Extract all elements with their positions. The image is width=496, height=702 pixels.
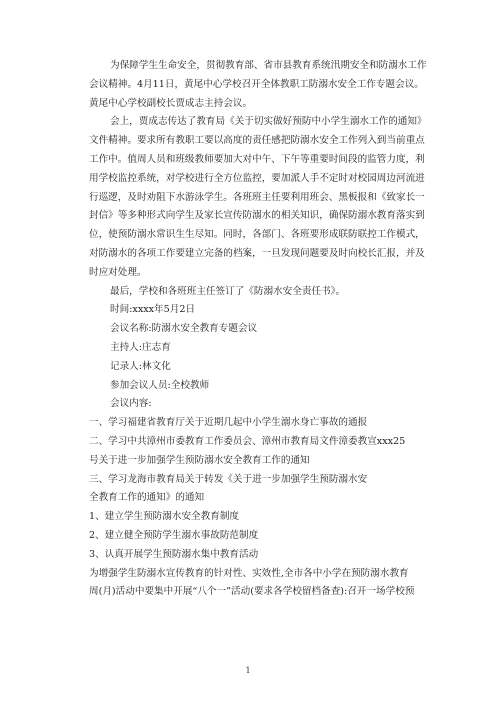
paragraph-line: 会上，贾成志传达了教育局《关于切实做好预防中小学生溺水工作的通知》	[110, 116, 427, 128]
document-body	[89, 57, 427, 602]
page-number: 1	[245, 666, 251, 675]
meeting-attendees: 参加会议人员:全校教师	[110, 379, 210, 391]
paragraph-line: 时应对处理。	[89, 266, 147, 278]
meeting-time: 时间:xxxx年5月2日	[110, 304, 196, 316]
paragraph-line: 为保障学生生命安全，贯彻教育部、省市县教育系统汛期安全和防溺水工作	[110, 60, 427, 71]
paragraph-line: 对防溺水的各项工作要建立完备的档案，一旦发现问题要及时向校长汇报，并及	[89, 247, 425, 259]
content-item: 号关于进一步加强学生预防溺水安全教育工作的通知	[89, 454, 310, 466]
paragraph-line: 周(月)活动中要集中开展“八个一”活动(要求各学校留档备查):召开一场学校预	[89, 586, 415, 598]
content-item: 全教育工作的通知》的通知	[89, 492, 205, 504]
paragraph-line: 文件精神。要求所有教职工要以高度的责任感把防溺水安全工作列入到当前重点	[89, 135, 425, 147]
paragraph-line: 工作中。值周人员和班级教师要加大对中午、下午等重要时间段的监管力度，利	[89, 153, 425, 165]
paragraph-line: 会议精神。4月11日，黄尾中心学校召开全体教职工防溺水安全工作专题会议。	[89, 78, 424, 90]
content-item: 三、学习龙海市教育局关于转发《关于进一步加强学生预防溺水安	[89, 473, 368, 485]
paragraph-line: 最后，学校和各班班主任签订了《防溺水安全责任书》。	[110, 285, 346, 297]
paragraph-line: 黄尾中心学校副校长贾成志主持会议。	[89, 97, 253, 109]
content-item: 3、认真开展学生预防溺水集中教育活动	[89, 548, 259, 560]
paragraph-line: 封信》等多种形式向学生及家长宣传防溺水的相关知识，确保防溺水教育落实到	[89, 210, 425, 222]
paragraph-line: 为增强学生防溺水宣传教育的针对性、实效性,全市各中小学在预防溺水教育	[89, 567, 409, 579]
content-item: 2、建立健全预防学生溺水事故防范制度	[89, 529, 259, 541]
paragraph-line: 用学校监控系统，对学校进行全方位监控，要加派人手不定时对校园周边河流进	[89, 172, 425, 184]
meeting-name: 会议名称:防溺水安全教育专题会议	[110, 323, 258, 335]
content-item: 1、建立学生预防溺水安全教育制度	[89, 511, 240, 523]
paragraph-line: 位，使预防溺水常识生生尽知。同时，各部门、各班要形成联防联控工作模式，	[89, 229, 425, 241]
content-item: 一、学习福建省教育厅关于近期几起中小学生溺水身亡事故的通报	[89, 417, 368, 429]
meeting-content-heading: 会议内容:	[110, 398, 152, 410]
meeting-host: 主持人:庄志育	[110, 341, 171, 353]
content-item: 二、学习中共漳州市委教育工作委员会、漳州市教育局文件漳委教宣xxx25	[89, 435, 406, 447]
paragraph-line: 行巡逻，及时劝阻下水游泳学生。各班班主任要利用班会、黑板报和《致家长一	[89, 191, 425, 203]
meeting-recorder: 记录人:林文化	[110, 360, 171, 372]
